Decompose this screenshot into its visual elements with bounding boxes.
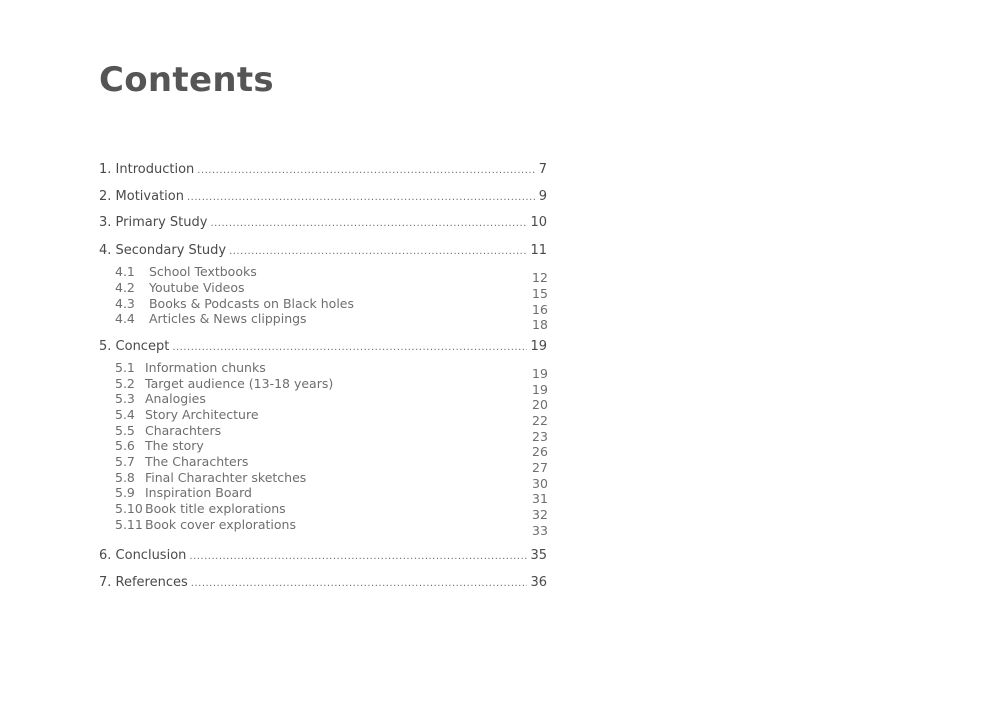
- toc-subentry-label: Articles & News clippings: [148, 311, 307, 326]
- toc-subentry[interactable]: [115, 517, 296, 533]
- toc-subentry-label: Information chunks: [145, 360, 266, 375]
- toc-subentry-number: 5.11: [115, 517, 143, 532]
- toc-subentry-page: 19: [532, 366, 548, 381]
- toc-subentry-label: The Charachters: [145, 454, 249, 469]
- toc-subentry-number: 5.8: [115, 470, 135, 485]
- toc-subentry[interactable]: [115, 423, 221, 439]
- toc-subentry[interactable]: [115, 501, 286, 517]
- toc-subentry-label: Inspiration Board: [145, 485, 252, 500]
- toc-subentry-page: 26: [532, 444, 548, 459]
- toc-entry-concept[interactable]: [99, 339, 547, 357]
- toc-subentry-page: 30: [532, 476, 548, 491]
- toc-subentry-number: 5.4: [115, 407, 135, 422]
- toc-subentry-page: 16: [532, 302, 548, 317]
- toc-subentry-page: 31: [532, 491, 548, 506]
- toc-entry-label: 3. Primary Study: [99, 215, 208, 230]
- toc-subentry-number: 5.7: [115, 454, 135, 469]
- toc-subentry-label: Book cover explorations: [145, 517, 296, 532]
- dot-leader: [172, 342, 527, 353]
- toc-subentry-page: 19: [532, 382, 548, 397]
- page-title: Contents: [99, 60, 274, 100]
- toc-subentry[interactable]: [115, 296, 354, 312]
- toc-subentry-page: 18: [532, 317, 548, 332]
- toc-subentry[interactable]: [115, 407, 259, 423]
- toc-subentry-page: 15: [532, 286, 548, 301]
- toc-subentry[interactable]: [115, 454, 248, 470]
- toc-subentry[interactable]: [115, 280, 245, 296]
- dot-leader: [210, 218, 527, 229]
- toc-subentry[interactable]: [115, 485, 252, 501]
- toc-entry-label: 7. References: [99, 575, 188, 590]
- toc-subentry-label: School Textbooks: [148, 264, 257, 279]
- toc-subentry-label: Charachters: [145, 423, 222, 438]
- dot-leader: [191, 578, 528, 589]
- toc-subentry-label: Target audience (13-18 years): [145, 376, 334, 391]
- toc-subentry-number: 5.9: [115, 485, 135, 500]
- toc-subentry-page: 12: [532, 270, 548, 285]
- toc-subentry[interactable]: [115, 376, 333, 392]
- toc-subentry[interactable]: [115, 360, 266, 376]
- toc-subentry-number: 5.6: [115, 438, 135, 453]
- toc-subentry-number: 4.1: [115, 264, 135, 279]
- toc-page-number: 36: [530, 575, 547, 590]
- toc-entry-label: 1. Introduction: [99, 162, 195, 177]
- toc-entry-introduction[interactable]: [99, 162, 547, 180]
- toc-entry-label: 2. Motivation: [99, 189, 184, 204]
- toc-subentry-number: 4.3: [115, 296, 135, 311]
- toc-subentry-page: 20: [532, 397, 548, 412]
- toc-entry-label: 5. Concept: [99, 339, 170, 354]
- toc-entry-references[interactable]: [99, 575, 547, 593]
- toc-subentry-label: The story: [145, 438, 204, 453]
- toc-subentry-page: 33: [532, 523, 548, 538]
- toc-subentry-label: Books & Podcasts on Black holes: [148, 296, 354, 311]
- toc-page-number: 35: [530, 548, 547, 563]
- dot-leader: [197, 165, 535, 176]
- toc-subentry-page: 23: [532, 429, 548, 444]
- toc-subentry-label: Book title explorations: [145, 501, 286, 516]
- toc-page-number: 9: [538, 189, 547, 204]
- toc-entry-label: 4. Secondary Study: [99, 243, 227, 258]
- dot-leader: [189, 551, 527, 562]
- toc-subentry-number: 5.1: [115, 360, 135, 375]
- toc-page-number: 11: [530, 243, 547, 258]
- dot-leader: [229, 246, 527, 257]
- toc-entry-motivation[interactable]: [99, 189, 547, 207]
- toc-subentry-page: 32: [532, 507, 548, 522]
- toc-subentry-label: Final Charachter sketches: [145, 470, 307, 485]
- toc-subentry-label: Analogies: [145, 391, 206, 406]
- dot-leader: [187, 192, 536, 203]
- toc-entry-primary-study[interactable]: [99, 215, 547, 233]
- toc-subentry[interactable]: [115, 311, 307, 327]
- toc-entry-label: 6. Conclusion: [99, 548, 187, 563]
- toc-subentry-page: 22: [532, 413, 548, 428]
- toc-subentry[interactable]: [115, 470, 306, 486]
- toc-subentry-number: 5.5: [115, 423, 135, 438]
- toc-subentry[interactable]: [115, 264, 257, 280]
- toc-entry-conclusion[interactable]: [99, 548, 547, 566]
- toc-subentry-label: Story Architecture: [145, 407, 259, 422]
- toc-page-number: 7: [538, 162, 547, 177]
- toc-subentry[interactable]: [115, 438, 204, 454]
- toc-subentry-number: 5.10: [115, 501, 143, 516]
- toc-subentry-number: 4.4: [115, 311, 135, 326]
- toc-subentry[interactable]: [115, 391, 206, 407]
- toc-subentry-number: 5.2: [115, 376, 135, 391]
- toc-subentry-label: Youtube Videos: [148, 280, 245, 295]
- toc-entry-secondary-study[interactable]: [99, 243, 547, 261]
- toc-subentry-number: 4.2: [115, 280, 135, 295]
- toc-page-number: 19: [530, 339, 547, 354]
- toc-subentry-number: 5.3: [115, 391, 135, 406]
- toc-subentry-page: 27: [532, 460, 548, 475]
- toc-page-number: 10: [530, 215, 547, 230]
